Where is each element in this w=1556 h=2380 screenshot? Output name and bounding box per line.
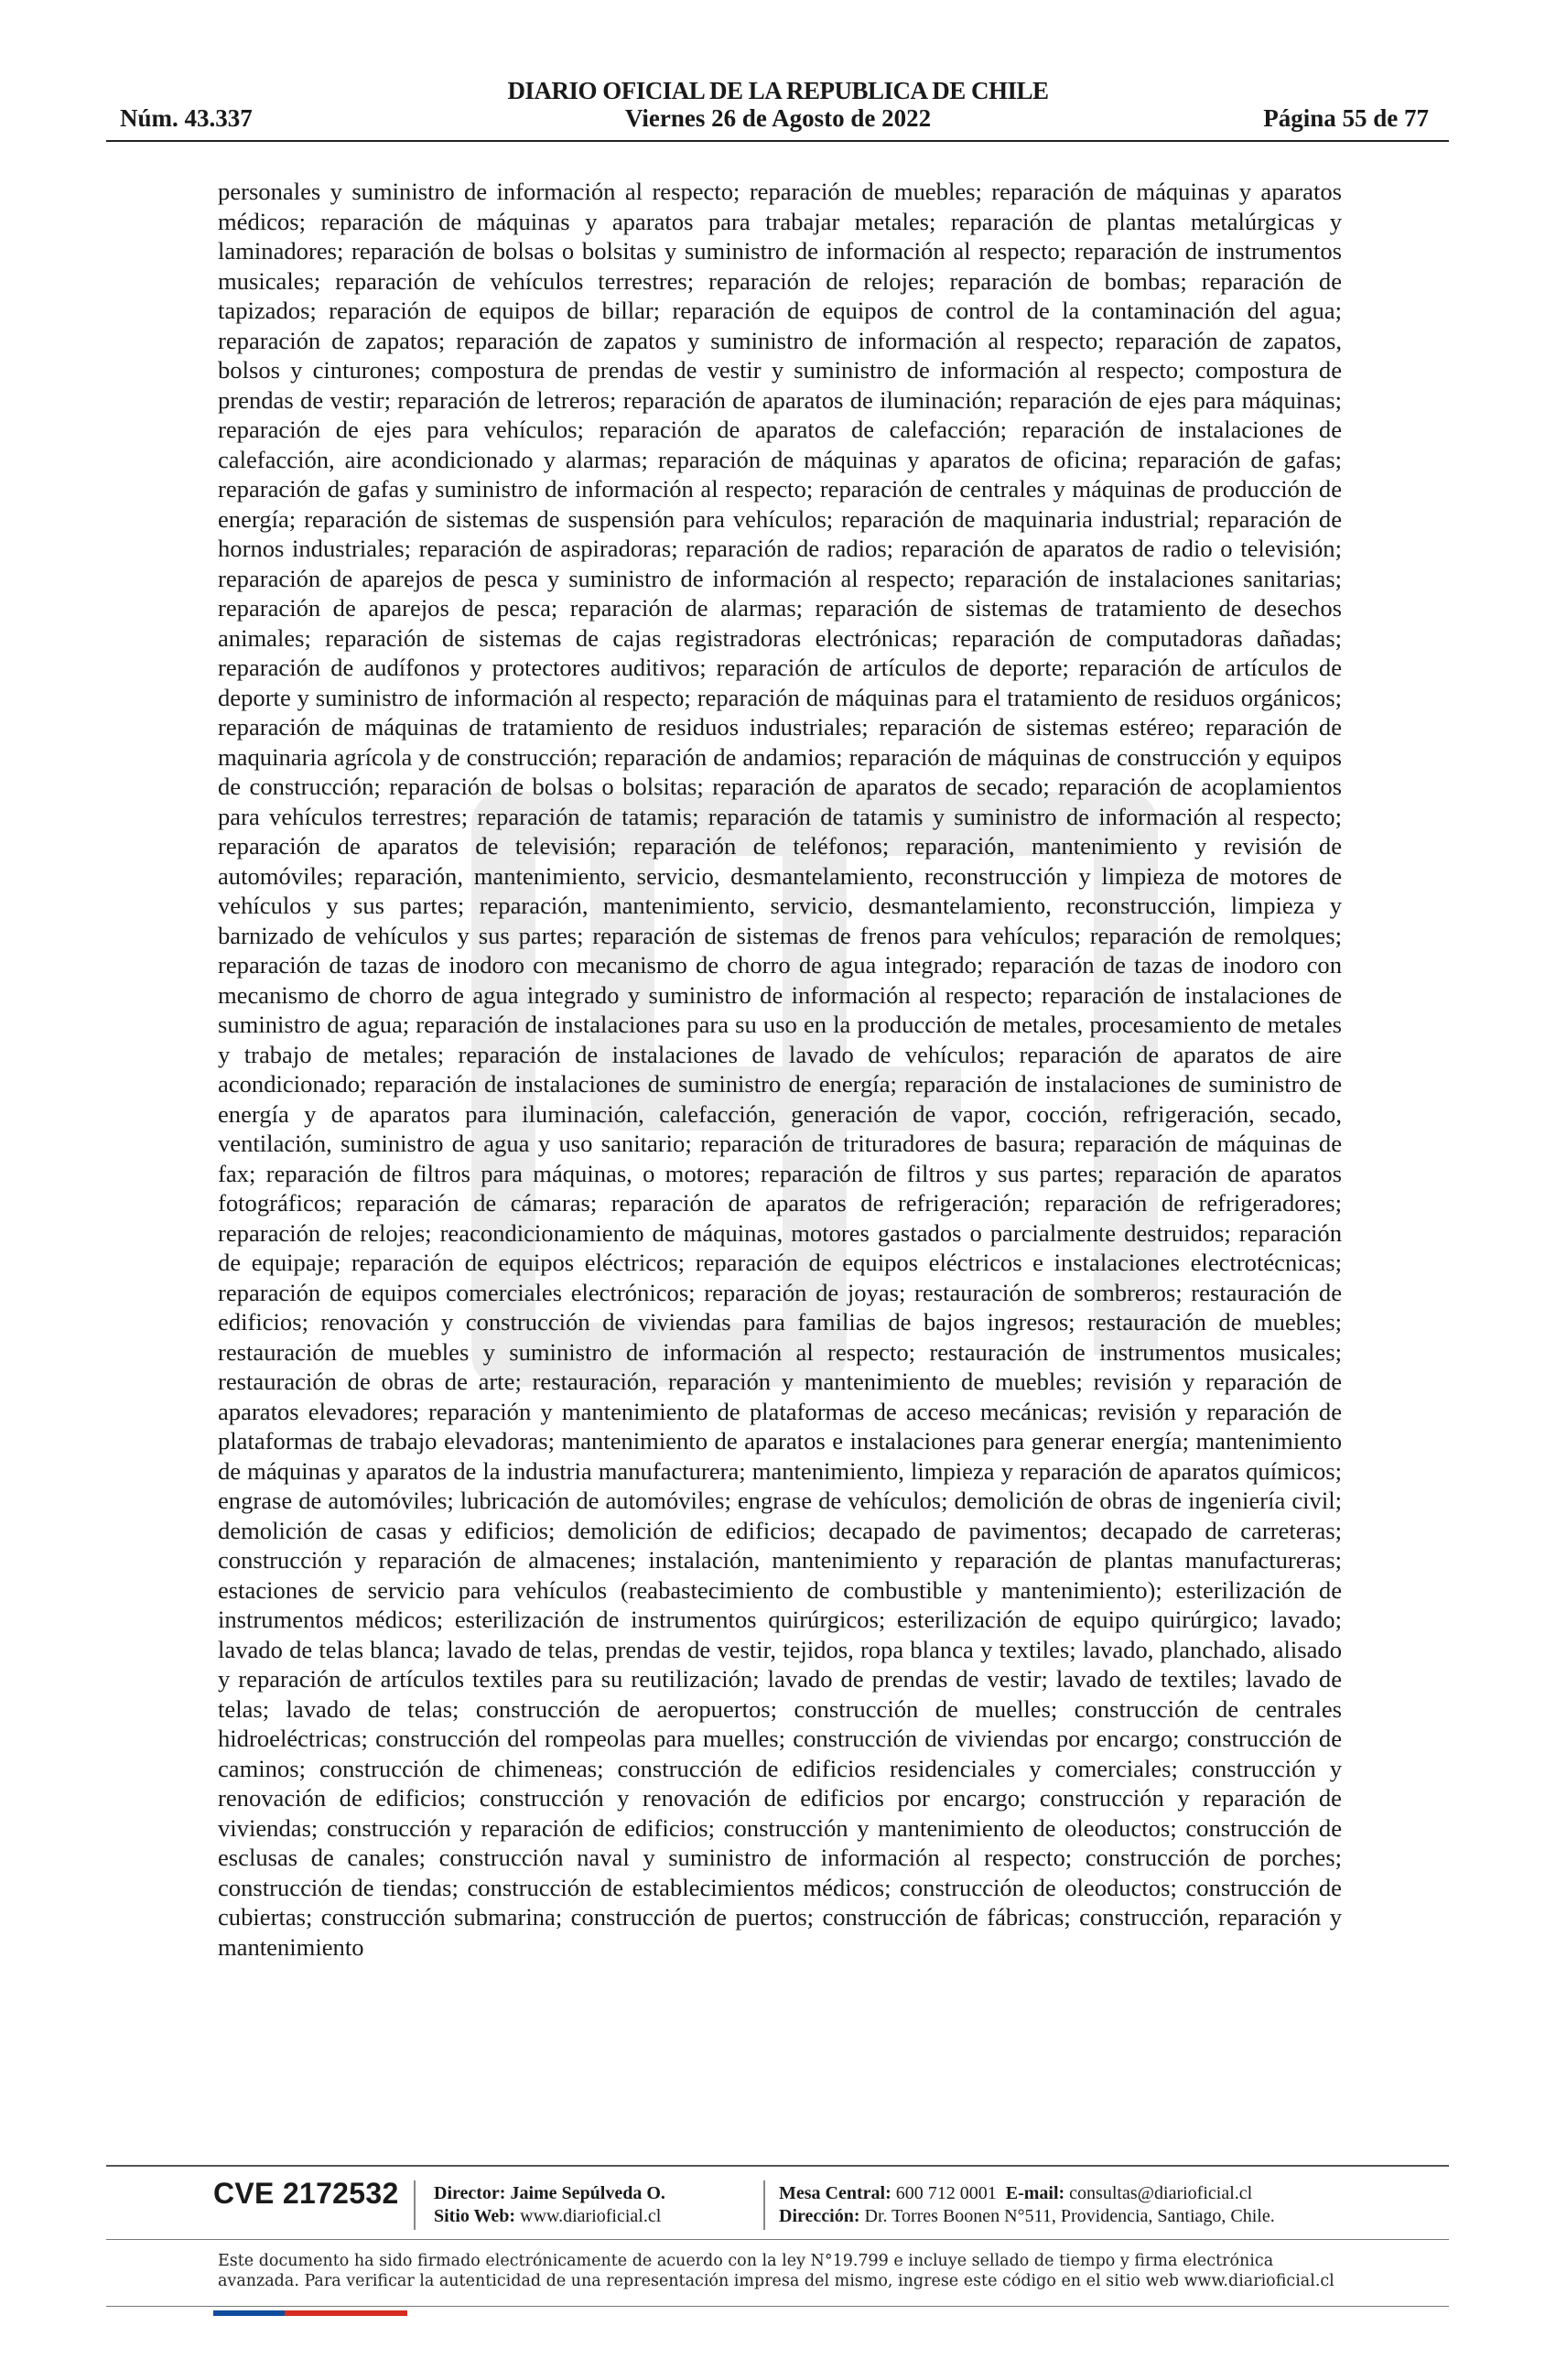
- issue-date: Viernes 26 de Agosto de 2022: [624, 104, 932, 132]
- footer-divider-middle: [106, 2239, 1449, 2240]
- flag-stripe: [213, 2310, 407, 2316]
- flag-segment: [244, 2310, 285, 2316]
- footer-publisher-info: [434, 2182, 665, 2228]
- flag-segment: [345, 2310, 407, 2316]
- phone-label: Mesa Central:: [779, 2183, 891, 2203]
- director-label: Director:: [434, 2183, 506, 2203]
- signature-notice: [218, 2251, 1408, 2291]
- website-label: Sitio Web:: [434, 2206, 516, 2226]
- footer-separator: [414, 2180, 416, 2230]
- address-value: Dr. Torres Boonen N°511, Providencia, Santiago, Chile.: [864, 2206, 1275, 2226]
- issue-number: Núm. 43.337: [120, 104, 253, 132]
- footer-divider-bottom: [106, 2306, 1449, 2307]
- footer-divider-top: [106, 2165, 1449, 2167]
- website-link[interactable]: www.diarioficial.cl: [520, 2206, 662, 2226]
- address-label: Dirección:: [779, 2206, 860, 2226]
- page-number: Página 55 de 77: [1263, 104, 1429, 132]
- director-name: Jaime Sepúlveda O.: [510, 2183, 665, 2203]
- email-label: E-mail:: [1005, 2183, 1065, 2203]
- cve-code: CVE 2172532: [213, 2177, 399, 2210]
- phone-value: 600 712 0001: [895, 2183, 997, 2203]
- footer-separator: [763, 2180, 765, 2230]
- footer-contact-info: [779, 2182, 1275, 2228]
- header-divider: [106, 140, 1449, 142]
- flag-segment: [213, 2310, 244, 2316]
- flag-segment: [285, 2310, 345, 2316]
- email-link[interactable]: consultas@diarioficial.cl: [1069, 2183, 1253, 2203]
- signature-notice-line: Este documento ha sido firmado electrónicamente de acuerdo con la ley N°19.799 e incluye sellado de tiempo y firma electrónica: [218, 2252, 1274, 2270]
- signature-notice-line: avanzada. Para verificar la autenticidad de una representación impresa del mismo, ingrese este código en el sitio web www.diarioficial.cl: [218, 2272, 1334, 2290]
- newspaper-title: DIARIO OFICIAL DE LA REPUBLICA DE CHILE: [507, 77, 1049, 104]
- body-paragraph: personales y suministro de información al respecto; reparación de muebles; reparación de máquinas y aparatos médicos; reparación de máquinas y aparatos para trabajar metales; reparación de plantas metalúrgicas y laminadores; reparación de bolsas o bolsitas y suministro de información al respecto; reparación de instrumentos musicales; reparación de vehículos terrestres; reparación de relojes; reparación de bombas; reparación de tapizados; reparación de equipos de billar; reparación de equipos de control de la contaminación del agua; reparación de zapatos; reparación de zapatos y suministro de información al respecto; reparación de zapatos, bolsos y cinturones; compostura de prendas de vestir y suministro de información al respecto; compostura de prendas de vestir; reparación de letreros; reparación de aparatos de iluminación; reparación de ejes para máquinas; reparación de ejes para vehículos; reparación de aparatos de calefacción; reparación de instalaciones de calefacción, aire acondicionado y alarmas; reparación de máquinas y aparatos de oficina; reparación de gafas; reparación de gafas y suministro de información al respecto; reparación de centrales y máquinas de producción de energía; reparación de sistemas de suspensión para vehículos; reparación de maquinaria industrial; reparación de hornos industriales; reparación de aspiradoras; reparación de radios; reparación de aparatos de radio o televisión; reparación de aparejos de pesca y suministro de información al respecto; reparación de instalaciones sanitarias; reparación de aparejos de pesca; reparación de alarmas; reparación de sistemas de tratamiento de desechos animales; reparación de sistemas de cajas registradoras electrónicas; reparación de computadoras dañadas; reparación de audífonos y protectores auditivos; reparación de artículos de deporte; reparación de artículos de deporte y suministro de información al respecto; reparación de máquinas para el tratamiento de residuos orgánicos; reparación de máquinas de tratamiento de residuos industriales; reparación de sistemas estéreo; reparación de maquinaria agrícola y de construcción; reparación de andamios; reparación de máquinas de construcción y equipos de construcción; reparación de bolsas o bolsitas; reparación de aparatos de secado; reparación de acoplamientos para vehículos terrestres; reparación de tatamis; reparación de tatamis y suministro de información al respecto; reparación de aparatos de televisión; reparación de teléfonos; reparación, mantenimiento y revisión de automóviles; reparación, mantenimiento, servicio, desmantelamiento, reconstrucción y limpieza de motores de vehículos y sus partes; reparación, mantenimiento, servicio, desmantelamiento, reconstrucción, limpieza y barnizado de vehículos y sus partes; reparación de sistemas de frenos para vehículos; reparación de remolques; reparación de tazas de inodoro con mecanismo de chorro de agua integrado; reparación de tazas de inodoro con mecanismo de chorro de agua integrado y suministro de información al respecto; reparación de instalaciones de suministro de agua; reparación de instalaciones para su uso en la producción de metales, procesamiento de metales y trabajo de metales; reparación de instalaciones de lavado de vehículos; reparación de aparatos de aire acondicionado; reparación de instalaciones de suministro de energía; reparación de instalaciones de suministro de energía y de aparatos para iluminación, calefacción, generación de vapor, cocción, refrigeración, secado, ventilación, suministro de agua y uso sanitario; reparación de trituradores de basura; reparación de máquinas de fax; reparación de filtros para máquinas, o motores; reparación de filtros y sus partes; reparación de aparatos fotográficos; reparación de cámaras; reparación de aparatos de refrigeración; reparación de refrigeradores; reparación de relojes; reacondicionamiento de máquinas, motores gastados o parcialmente destruidos; reparación de equipaje; reparación de equipos eléctricos; reparación de equipos eléctricos e instalaciones electrotécnicas; reparación de equipos comerciales electrónicos; reparación de joyas; restauración de sombreros; restauración de edificios; renovación y construcción de viviendas para familias de bajos ingresos; restauración de muebles; restauración de muebles y suministro de información al respecto; restauración de instrumentos musicales; restauración de obras de arte; restauración, reparación y mantenimiento de muebles; revisión y reparación de aparatos elevadores; reparación y mantenimiento de plataformas de acceso mecánicas; revisión y reparación de plataformas de trabajo elevadoras; mantenimiento de aparatos e instalaciones para generar energía; mantenimiento de máquinas y aparatos de la industria manufacturera; mantenimiento, limpieza y reparación de aparatos químicos; engrase de automóviles; lubricación de automóviles; engrase de vehículos; demolición de obras de ingeniería civil; demolición de casas y edificios; demolición de edificios; decapado de pavimentos; decapado de carreteras; construcción y reparación de almacenes; instalación, mantenimiento y reparación de plantas manufactureras; estaciones de servicio para vehículos (reabastecimiento de combustible y mantenimiento); esterilización de instrumentos médicos; esterilización de instrumentos quirúrgicos; esterilización de equipo quirúrgico; lavado; lavado de telas blanca; lavado de telas, prendas de vestir, tejidos, ropa blanca y textiles; lavado, planchado, alisado y reparación de artículos textiles para su reutilización; lavado de prendas de vestir; lavado de textiles; lavado de telas; lavado de telas; construcción de aeropuertos; construcción de muelles; construcción de centrales hidroeléctricas; construcción del rompeolas para muelles; construcción de viviendas por encargo; construcción de caminos; construcción de chimeneas; construcción de edificios residenciales y comerciales; construcción y renovación de edificios; construcción y renovación de edificios por encargo; construcción y reparación de viviendas; construcción y reparación de edificios; construcción y mantenimiento de oleoductos; construcción de esclusas de canales; construcción naval y suministro de información al respecto; construcción de porches; construcción de tiendas; construcción de establecimientos médicos; construcción de oleoductos; construcción de cubiertas; construcción submarina; construcción de puertos; construcción de fábricas; construcción, reparación y mantenimiento: [218, 178, 1342, 1961]
